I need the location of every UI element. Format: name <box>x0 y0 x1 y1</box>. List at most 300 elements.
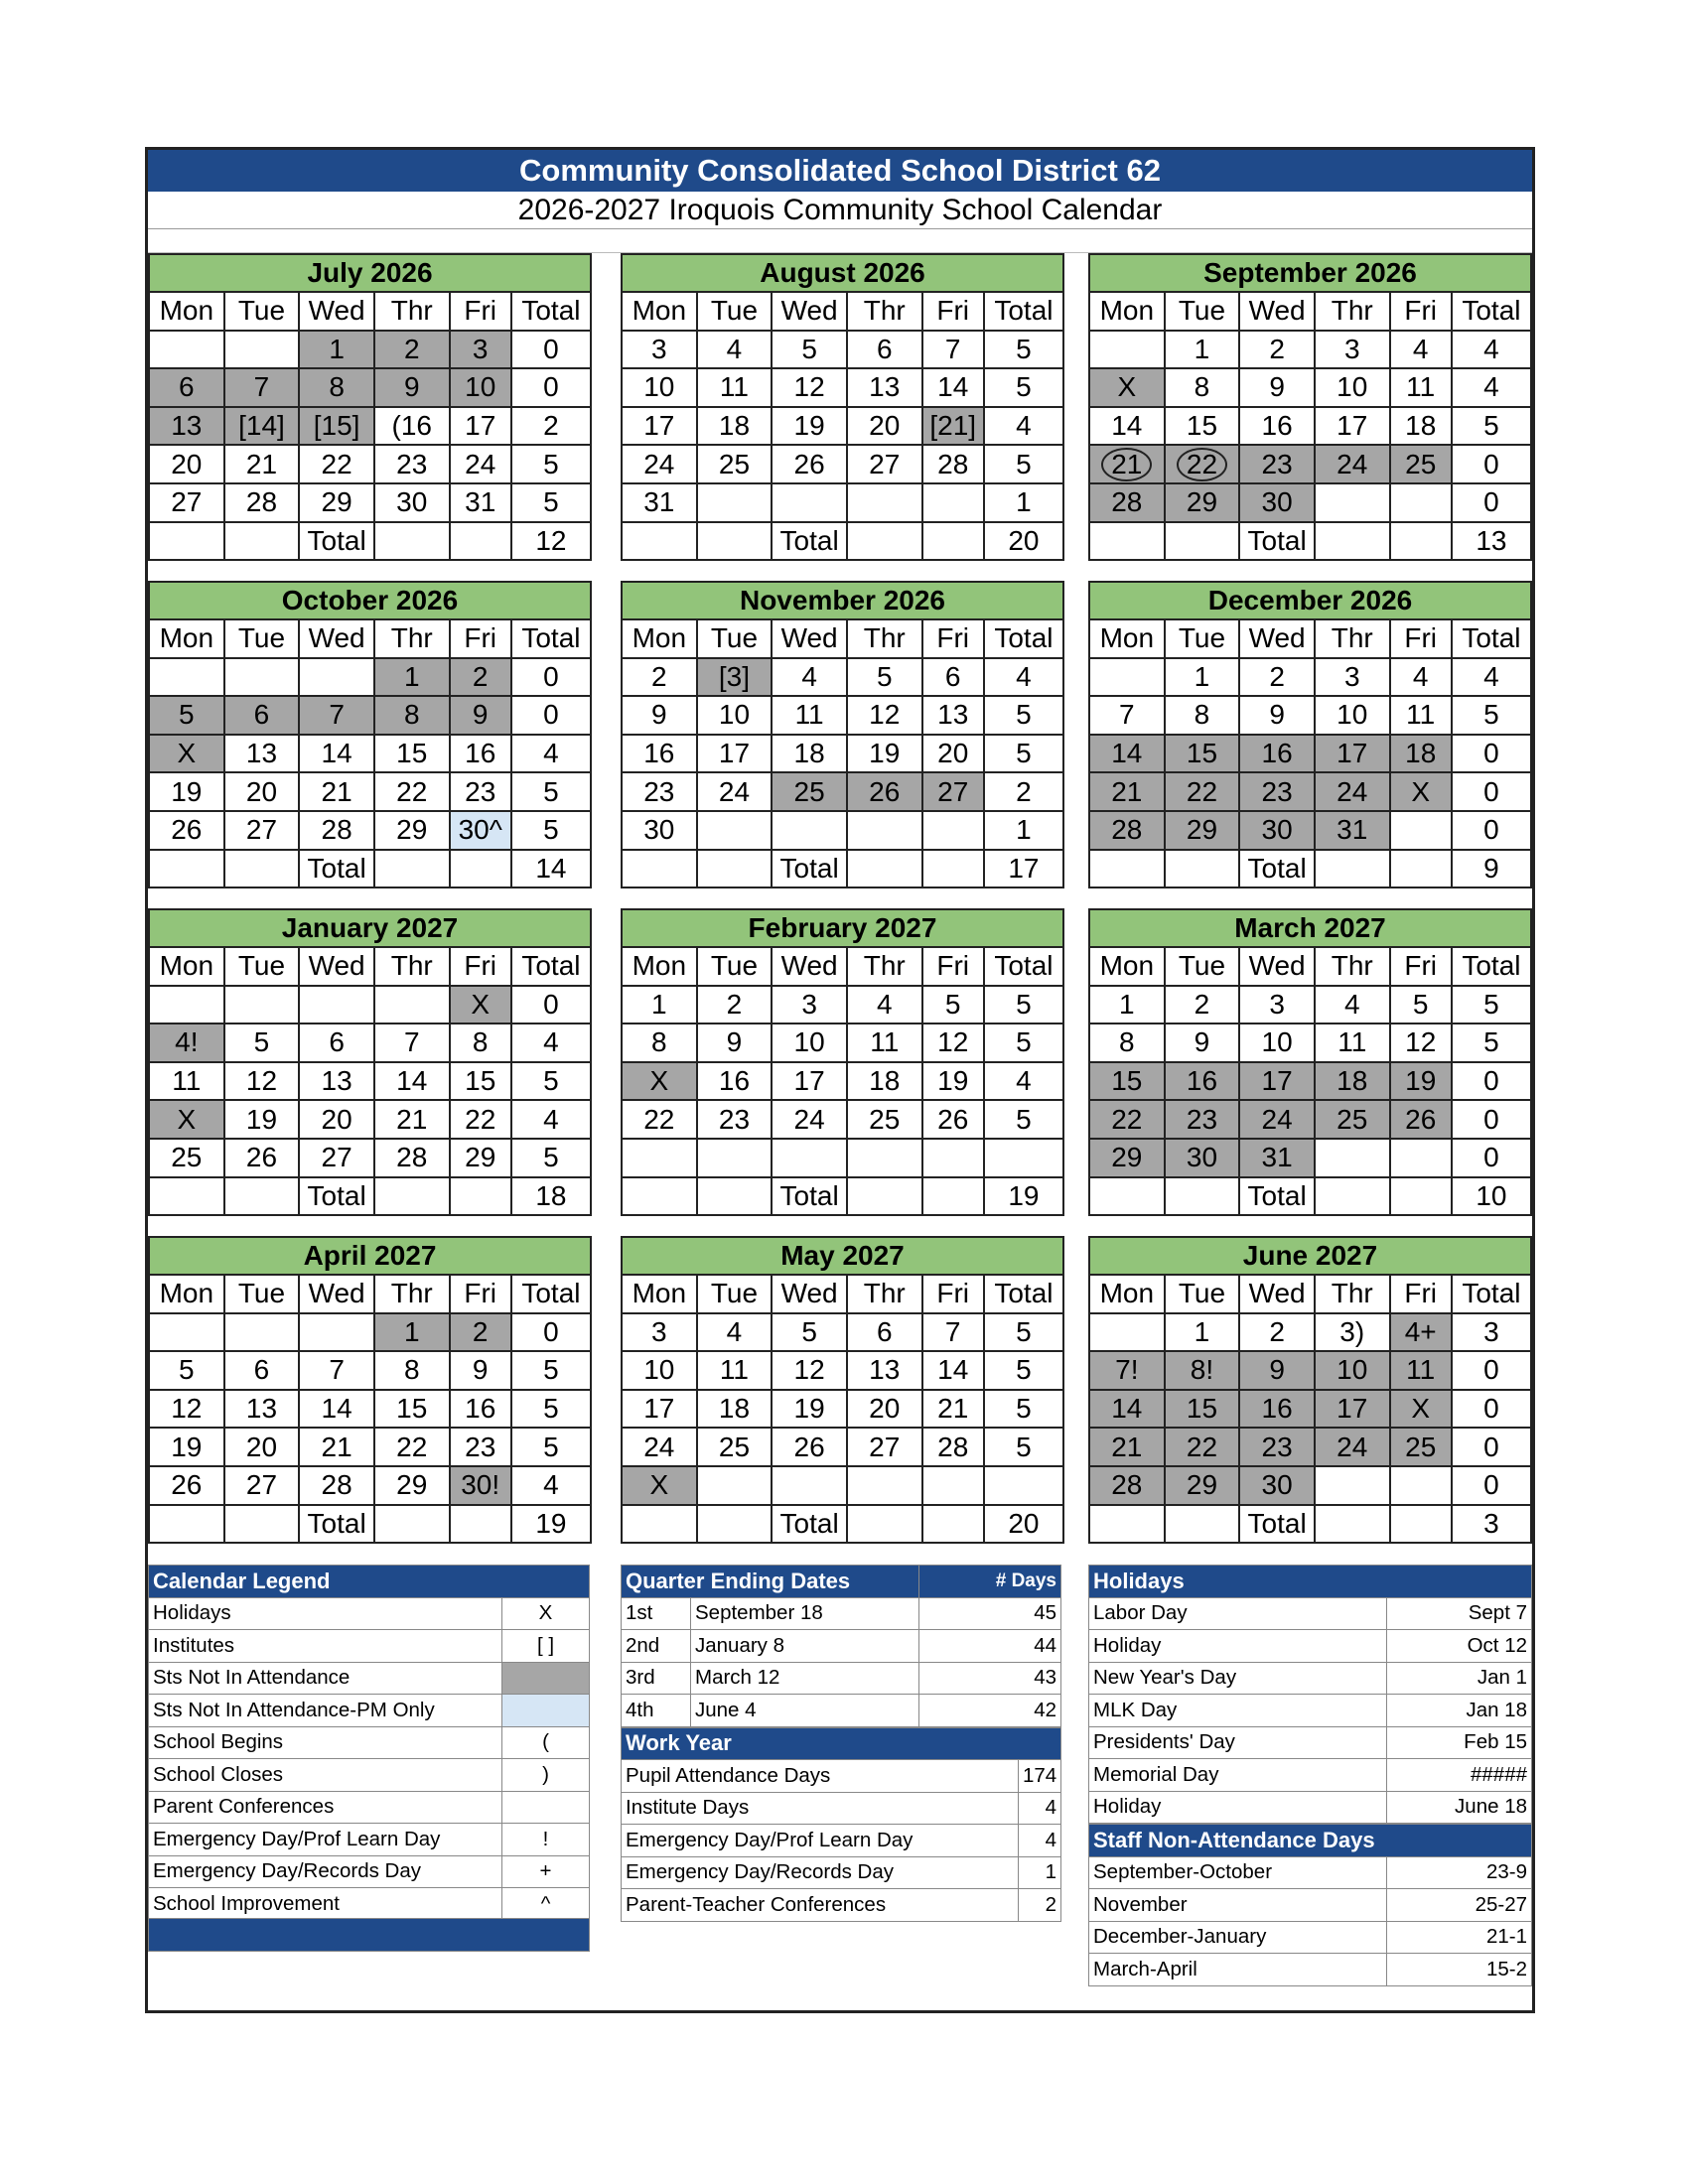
legend-symbol: ( <box>502 1726 590 1759</box>
work-year-value: 4 <box>1019 1792 1061 1825</box>
day-cell: 2 <box>697 986 773 1024</box>
day-cell <box>299 658 374 697</box>
week-total-cell: 4 <box>984 1062 1063 1101</box>
holiday-row <box>1089 1597 1532 1630</box>
day-cell: 17 <box>622 407 697 446</box>
day-cell: 15 <box>450 1062 511 1101</box>
staff-non-attendance-title: Staff Non-Attendance Days <box>1089 1825 1532 1857</box>
month-grand-total: 9 <box>1452 850 1531 888</box>
week-total-cell: 0 <box>511 368 591 407</box>
holiday-row <box>1089 1662 1532 1695</box>
quarter-number: 4th <box>622 1695 691 1727</box>
day-cell: 25 <box>149 1139 224 1177</box>
work-year-value: 1 <box>1019 1856 1061 1889</box>
week-row <box>622 1466 1063 1505</box>
month-total-row <box>149 850 591 888</box>
day-cell: 18 <box>1390 407 1452 446</box>
week-row <box>1089 331 1531 369</box>
day-header: Thr <box>374 619 450 658</box>
month-calendar <box>148 908 592 1216</box>
day-cell: 4 <box>1390 331 1452 369</box>
day-cell: 4 <box>1315 986 1390 1024</box>
week-row <box>622 811 1063 850</box>
empty-cell <box>922 1177 984 1216</box>
day-cell: 9 <box>1165 1024 1240 1062</box>
week-total-cell: 0 <box>1452 1100 1531 1139</box>
day-header: Total <box>511 947 591 986</box>
day-cell: 13 <box>149 407 224 446</box>
day-cell: 7 <box>1089 696 1165 735</box>
day-cell: 25 <box>697 1428 773 1466</box>
day-cell: 22 <box>622 1100 697 1139</box>
week-total-cell: 2 <box>511 407 591 446</box>
legend-row <box>149 1759 590 1792</box>
week-row <box>622 368 1063 407</box>
day-header: Mon <box>1089 619 1165 658</box>
staff-period: December-January <box>1089 1921 1387 1954</box>
day-cell: 1 <box>1165 658 1240 697</box>
week-row <box>622 1351 1063 1390</box>
day-header: Fri <box>1390 1275 1452 1313</box>
empty-cell <box>450 1177 511 1216</box>
day-cell <box>847 1466 922 1505</box>
day-cell: 10 <box>1315 368 1390 407</box>
week-total-cell: 5 <box>511 811 591 850</box>
month-total-row <box>149 1177 591 1216</box>
quarter-end-date: June 4 <box>691 1695 919 1727</box>
day-cell: 30^ <box>450 811 511 850</box>
month-calendar <box>621 253 1064 561</box>
day-cell: 14 <box>1089 1390 1165 1429</box>
holiday-date: June 18 <box>1387 1791 1532 1824</box>
day-cell: 26 <box>922 1100 984 1139</box>
day-header: Fri <box>922 619 984 658</box>
month-calendar <box>148 1236 592 1544</box>
empty-cell <box>1165 522 1240 561</box>
week-total-cell: 5 <box>1452 1024 1531 1062</box>
empty-cell <box>1089 522 1165 561</box>
week-row <box>149 1024 591 1062</box>
day-cell: 22 <box>1165 772 1240 811</box>
holiday-date: Feb 15 <box>1387 1726 1532 1759</box>
day-cell <box>224 1313 300 1352</box>
day-cell: 31 <box>622 483 697 522</box>
staff-dates: 25-27 <box>1387 1889 1532 1922</box>
work-year-row <box>622 1760 1061 1793</box>
day-header: Mon <box>1089 947 1165 986</box>
month-total-row <box>1089 522 1531 561</box>
day-header: Fri <box>1390 292 1452 331</box>
week-row <box>149 658 591 697</box>
day-cell: 9 <box>1239 368 1315 407</box>
quarter-days: 43 <box>919 1662 1061 1695</box>
day-cell: 5 <box>847 658 922 697</box>
day-cell: 3 <box>622 1313 697 1352</box>
quarters-title: Quarter Ending Dates <box>622 1566 919 1598</box>
legend-label: School Closes <box>149 1759 502 1792</box>
day-header: Mon <box>622 619 697 658</box>
day-header: Total <box>511 1275 591 1313</box>
legend-row <box>149 1726 590 1759</box>
day-header: Total <box>984 947 1063 986</box>
day-cell: [15] <box>299 407 374 446</box>
day-cell: 17 <box>772 1062 847 1101</box>
empty-cell <box>847 522 922 561</box>
month-grand-total: 14 <box>511 850 591 888</box>
week-total-cell: 0 <box>511 331 591 369</box>
day-cell: 10 <box>1239 1024 1315 1062</box>
day-cell: 8 <box>1089 1024 1165 1062</box>
day-cell <box>1315 1139 1390 1177</box>
day-cell: 23 <box>450 1428 511 1466</box>
day-cell: [21] <box>922 407 984 446</box>
day-cell: 31 <box>1239 1139 1315 1177</box>
week-total-cell: 5 <box>1452 986 1531 1024</box>
day-cell: 20 <box>224 772 300 811</box>
day-header: Mon <box>1089 292 1165 331</box>
day-cell: 30 <box>622 811 697 850</box>
holiday-row <box>1089 1791 1532 1824</box>
day-cell <box>772 1466 847 1505</box>
day-cell: 14 <box>1089 407 1165 446</box>
month-title: September 2026 <box>1089 254 1531 292</box>
week-row <box>1089 483 1531 522</box>
week-total-cell <box>984 1466 1063 1505</box>
week-row <box>149 331 591 369</box>
legend-symbol: ) <box>502 1759 590 1792</box>
day-cell: 26 <box>847 772 922 811</box>
day-cell: 7 <box>299 1351 374 1390</box>
day-cell: 19 <box>149 1428 224 1466</box>
month-calendar <box>621 1236 1064 1544</box>
day-cell: 2 <box>1239 658 1315 697</box>
day-cell: (16 <box>374 407 450 446</box>
day-cell: 17 <box>697 735 773 773</box>
empty-cell <box>149 522 224 561</box>
day-header: Thr <box>1315 292 1390 331</box>
empty-cell <box>697 850 773 888</box>
day-cell <box>1315 1466 1390 1505</box>
day-header: Tue <box>1165 619 1240 658</box>
legend-row <box>149 1888 590 1921</box>
day-cell: 12 <box>922 1024 984 1062</box>
empty-cell <box>450 522 511 561</box>
day-cell: 29 <box>1165 1466 1240 1505</box>
holiday-name: Memorial Day <box>1089 1759 1387 1792</box>
week-row <box>1089 1139 1531 1177</box>
day-cell <box>149 986 224 1024</box>
legend-label: Institutes <box>149 1630 502 1663</box>
day-cell: 10 <box>772 1024 847 1062</box>
day-header: Wed <box>299 619 374 658</box>
staff-dates: 15-2 <box>1387 1954 1532 1986</box>
day-header: Mon <box>622 292 697 331</box>
day-cell: 11 <box>1315 1024 1390 1062</box>
day-header: Mon <box>149 619 224 658</box>
day-cell: 13 <box>847 368 922 407</box>
day-cell: 2 <box>622 658 697 697</box>
month-title: March 2027 <box>1089 909 1531 947</box>
day-cell: 11 <box>697 1351 773 1390</box>
day-cell: 23 <box>622 772 697 811</box>
week-row <box>149 696 591 735</box>
week-total-cell: 0 <box>1452 1139 1531 1177</box>
day-header: Total <box>984 1275 1063 1313</box>
month-grand-total: 19 <box>984 1177 1063 1216</box>
day-header: Thr <box>847 292 922 331</box>
quarter-days: 44 <box>919 1630 1061 1663</box>
week-row <box>1089 1024 1531 1062</box>
empty-cell <box>450 850 511 888</box>
day-cell: 7 <box>922 331 984 369</box>
week-row <box>1089 407 1531 446</box>
empty-cell <box>622 522 697 561</box>
day-cell: 3) <box>1315 1313 1390 1352</box>
day-cell: 29 <box>299 483 374 522</box>
day-cell: 2 <box>450 1313 511 1352</box>
day-cell <box>922 483 984 522</box>
day-cell: 18 <box>1315 1062 1390 1101</box>
legend-label: School Improvement <box>149 1888 502 1921</box>
day-cell: 15 <box>1165 735 1240 773</box>
week-row <box>622 483 1063 522</box>
empty-cell <box>1390 522 1452 561</box>
week-total-cell: 0 <box>1452 811 1531 850</box>
work-year-value: 174 <box>1019 1760 1061 1793</box>
day-cell: 17 <box>622 1390 697 1429</box>
day-cell: 20 <box>299 1100 374 1139</box>
day-cell: 28 <box>299 811 374 850</box>
week-row <box>622 1428 1063 1466</box>
day-cell: 9 <box>450 1351 511 1390</box>
day-cell: 5 <box>1390 986 1452 1024</box>
week-total-cell: 0 <box>1452 1390 1531 1429</box>
work-year-value: 4 <box>1019 1825 1061 1857</box>
day-header: Tue <box>1165 292 1240 331</box>
day-cell: 26 <box>1390 1100 1452 1139</box>
staff-period: March-April <box>1089 1954 1387 1986</box>
holiday-date: Oct 12 <box>1387 1630 1532 1663</box>
day-cell: 7 <box>374 1024 450 1062</box>
day-cell: 9 <box>450 696 511 735</box>
legend-label: Sts Not In Attendance <box>149 1662 502 1695</box>
day-cell: 3 <box>450 331 511 369</box>
conference-circle: 22 <box>1177 448 1227 481</box>
day-cell: 24 <box>697 772 773 811</box>
week-row <box>622 445 1063 483</box>
day-cell: 25 <box>847 1100 922 1139</box>
legend-label: School Begins <box>149 1726 502 1759</box>
day-cell: 14 <box>1089 735 1165 773</box>
legend-footer-band <box>148 1918 590 1952</box>
day-header: Thr <box>847 947 922 986</box>
day-cell: 6 <box>299 1024 374 1062</box>
day-header: Total <box>1452 1275 1531 1313</box>
holiday-name: New Year's Day <box>1089 1662 1387 1695</box>
empty-cell <box>922 522 984 561</box>
legend-row <box>149 1662 590 1695</box>
month-calendar <box>621 581 1064 888</box>
day-cell: 22 <box>1165 1428 1240 1466</box>
week-total-cell <box>984 1139 1063 1177</box>
day-cell: 23 <box>697 1100 773 1139</box>
week-total-cell: 5 <box>1452 696 1531 735</box>
district-title: Community Consolidated School District 62 <box>148 150 1532 192</box>
day-cell: 11 <box>697 368 773 407</box>
empty-cell <box>224 850 300 888</box>
week-total-cell: 4 <box>984 407 1063 446</box>
day-cell: 12 <box>772 368 847 407</box>
week-total-cell: 0 <box>511 986 591 1024</box>
empty-cell <box>697 522 773 561</box>
empty-cell <box>622 1505 697 1544</box>
day-cell: 3 <box>772 986 847 1024</box>
quarter-number: 2nd <box>622 1630 691 1663</box>
calendar-legend <box>148 1565 590 1921</box>
day-cell: 16 <box>1239 735 1315 773</box>
week-total-cell: 4 <box>511 735 591 773</box>
total-label: Total <box>1239 850 1315 888</box>
day-cell: 28 <box>922 445 984 483</box>
spacer-row <box>148 229 1532 253</box>
work-year-value: 2 <box>1019 1889 1061 1922</box>
holiday-row <box>1089 1695 1532 1727</box>
day-cell: 6 <box>847 331 922 369</box>
day-cell <box>224 658 300 697</box>
day-cell: 15 <box>374 735 450 773</box>
week-total-cell: 5 <box>984 1428 1063 1466</box>
day-cell: 7 <box>922 1313 984 1352</box>
legend-row <box>149 1855 590 1888</box>
quarter-days: 42 <box>919 1695 1061 1727</box>
day-header: Thr <box>847 619 922 658</box>
day-header: Mon <box>149 292 224 331</box>
day-cell: 19 <box>1390 1062 1452 1101</box>
week-row <box>149 1100 591 1139</box>
legend-label: Holidays <box>149 1597 502 1630</box>
day-cell: 11 <box>1390 1351 1452 1390</box>
day-cell: 27 <box>224 811 300 850</box>
week-row <box>149 368 591 407</box>
empty-cell <box>450 1505 511 1544</box>
quarter-end-date: January 8 <box>691 1630 919 1663</box>
week-row <box>622 1062 1063 1101</box>
empty-cell <box>1390 850 1452 888</box>
day-cell: 23 <box>374 445 450 483</box>
day-cell: 21 <box>922 1390 984 1429</box>
day-cell <box>1390 1466 1452 1505</box>
day-header: Tue <box>224 947 300 986</box>
day-header: Wed <box>1239 1275 1315 1313</box>
week-row <box>149 483 591 522</box>
day-cell: 1 <box>374 658 450 697</box>
month-calendar <box>621 908 1064 1216</box>
day-cell: 1 <box>299 331 374 369</box>
holidays-panel <box>1088 1565 1532 1986</box>
day-cell: 14 <box>299 735 374 773</box>
week-total-cell: 5 <box>511 1139 591 1177</box>
day-cell: 4+ <box>1390 1313 1452 1352</box>
day-cell: 5 <box>772 331 847 369</box>
holiday-name: Labor Day <box>1089 1597 1387 1630</box>
week-row <box>622 331 1063 369</box>
day-cell <box>149 1313 224 1352</box>
month-title: May 2027 <box>622 1237 1063 1275</box>
legend-label: Parent Conferences <box>149 1791 502 1824</box>
week-total-cell: 4 <box>1452 368 1531 407</box>
week-row <box>622 1024 1063 1062</box>
day-cell <box>149 331 224 369</box>
empty-cell <box>922 850 984 888</box>
day-cell: 26 <box>149 811 224 850</box>
week-row <box>149 986 591 1024</box>
day-cell: X <box>1390 1390 1452 1429</box>
empty-cell <box>847 1505 922 1544</box>
day-cell: 23 <box>450 772 511 811</box>
month-grand-total: 20 <box>984 522 1063 561</box>
day-cell <box>1390 1139 1452 1177</box>
week-total-cell: 0 <box>1452 445 1531 483</box>
day-header: Wed <box>1239 292 1315 331</box>
day-cell: 13 <box>847 1351 922 1390</box>
week-row <box>149 1351 591 1390</box>
week-total-cell: 5 <box>984 331 1063 369</box>
calendar-subtitle: 2026-2027 Iroquois Community School Calendar <box>148 192 1532 229</box>
week-total-cell: 5 <box>511 1390 591 1429</box>
holiday-date: Jan 18 <box>1387 1695 1532 1727</box>
day-cell: 15 <box>1165 1390 1240 1429</box>
week-total-cell: 0 <box>1452 772 1531 811</box>
empty-cell <box>847 850 922 888</box>
week-total-cell: 1 <box>984 811 1063 850</box>
legend-symbol: ^ <box>502 1888 590 1921</box>
day-cell: 30 <box>1165 1139 1240 1177</box>
day-cell: 18 <box>697 1390 773 1429</box>
month-grand-total: 17 <box>984 850 1063 888</box>
empty-cell <box>1165 1177 1240 1216</box>
week-row <box>1089 696 1531 735</box>
day-header: Fri <box>922 1275 984 1313</box>
month-grand-total: 10 <box>1452 1177 1531 1216</box>
day-cell: 2 <box>1239 331 1315 369</box>
day-cell: 21 <box>224 445 300 483</box>
day-cell <box>1089 1313 1165 1352</box>
week-row <box>622 735 1063 773</box>
legend-symbol <box>502 1662 590 1695</box>
week-row <box>1089 986 1531 1024</box>
day-cell: X <box>1089 368 1165 407</box>
work-year-row <box>622 1856 1061 1889</box>
total-label: Total <box>772 850 847 888</box>
day-cell: 13 <box>922 696 984 735</box>
day-cell: 12 <box>1390 1024 1452 1062</box>
day-cell: 15 <box>374 1390 450 1429</box>
day-cell: 26 <box>772 445 847 483</box>
day-cell: 1 <box>374 1313 450 1352</box>
day-cell: 30 <box>1239 1466 1315 1505</box>
month-calendar <box>148 253 592 561</box>
day-cell: 14 <box>374 1062 450 1101</box>
legend-label: Sts Not In Attendance-PM Only <box>149 1695 502 1727</box>
day-header: Thr <box>374 947 450 986</box>
day-cell: 24 <box>622 445 697 483</box>
week-row <box>149 811 591 850</box>
month-grand-total: 19 <box>511 1505 591 1544</box>
month-calendar <box>1088 1236 1532 1544</box>
day-cell: 14 <box>299 1390 374 1429</box>
day-header: Tue <box>697 1275 773 1313</box>
month-grand-total: 3 <box>1452 1505 1531 1544</box>
